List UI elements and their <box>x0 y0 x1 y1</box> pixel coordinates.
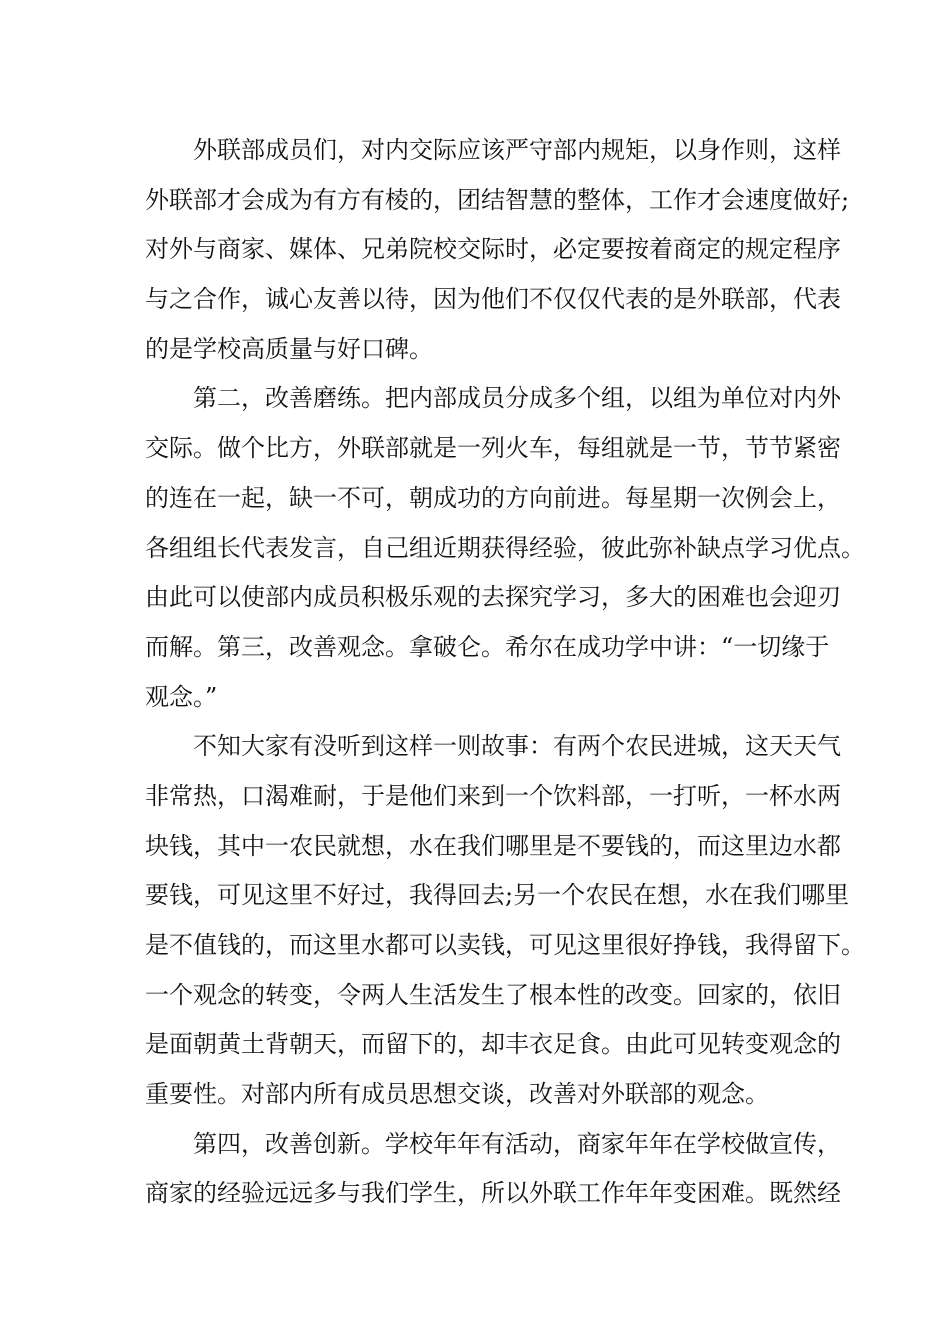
body-text <box>145 126 865 1219</box>
paragraph-line: 第四，改善创新。学校年年有活动，商家年年在学校做宣传， <box>193 1129 841 1158</box>
paragraph-line: 第二，改善磨练。把内部成员分成多个组，以组为单位对内外 <box>193 384 841 413</box>
paragraph-line: 是面朝黄土背朝天，而留下的，却丰衣足食。由此可见转变观念的 <box>145 1030 841 1059</box>
paragraph-line: 要钱，可见这里不好过，我得回去;另一个农民在想，水在我们哪里 <box>145 881 850 910</box>
paragraph-line: 各组组长代表发言，自己组近期获得经验，彼此弥补缺点学习优点。 <box>145 533 865 562</box>
paragraph-line: 非常热，口渴难耐，于是他们来到一个饮料部，一打听，一杯水两 <box>145 781 841 810</box>
paragraph-line: 的是学校高质量与好口碑。 <box>145 334 433 363</box>
paragraph-line: 由此可以使部内成员积极乐观的去探究学习，多大的困难也会迎刃 <box>145 583 841 612</box>
paragraph-line: 交际。做个比方，外联部就是一列火车，每组就是一节，节节紧密 <box>145 434 841 463</box>
paragraph-line: 的连在一起，缺一不可，朝成功的方向前进。每星期一次例会上， <box>145 483 841 512</box>
paragraph-line: 外联部成员们，对内交际应该严守部内规矩，以身作则，这样 <box>193 136 841 164</box>
paragraph-line: 商家的经验远远多与我们学生，所以外联工作年年变困难。既然经 <box>145 1179 841 1208</box>
paragraph-line: 对外与商家、媒体、兄弟院校交际时，必定要按着商定的规定程序 <box>145 235 841 264</box>
paragraph-line: 重要性。对部内所有成员思想交谈，改善对外联部的观念。 <box>145 1080 769 1109</box>
paragraph-line: 块钱，其中一农民就想，水在我们哪里是不要钱的，而这里边水都 <box>145 831 841 860</box>
paragraph-line: 是不值钱的，而这里水都可以卖钱，可见这里很好挣钱，我得留下。 <box>145 931 865 959</box>
paragraph-line: 外联部才会成为有方有棱的，团结智慧的整体，工作才会速度做好; <box>145 185 850 214</box>
paragraph-line: 一个观念的转变，令两人生活发生了根本性的改变。回家的，依旧 <box>145 980 841 1009</box>
paragraph-line: 不知大家有没听到这样一则故事：有两个农民进城，这天天气 <box>193 732 841 761</box>
paragraph-line: 与之合作，诚心友善以待，因为他们不仅仅代表的是外联部，代表 <box>145 285 841 314</box>
paragraph-line: 而解。第三，改善观念。拿破仑。希尔在成功学中讲：“一切缘于 <box>145 632 830 661</box>
paragraph-line: 观念。” <box>145 682 218 711</box>
